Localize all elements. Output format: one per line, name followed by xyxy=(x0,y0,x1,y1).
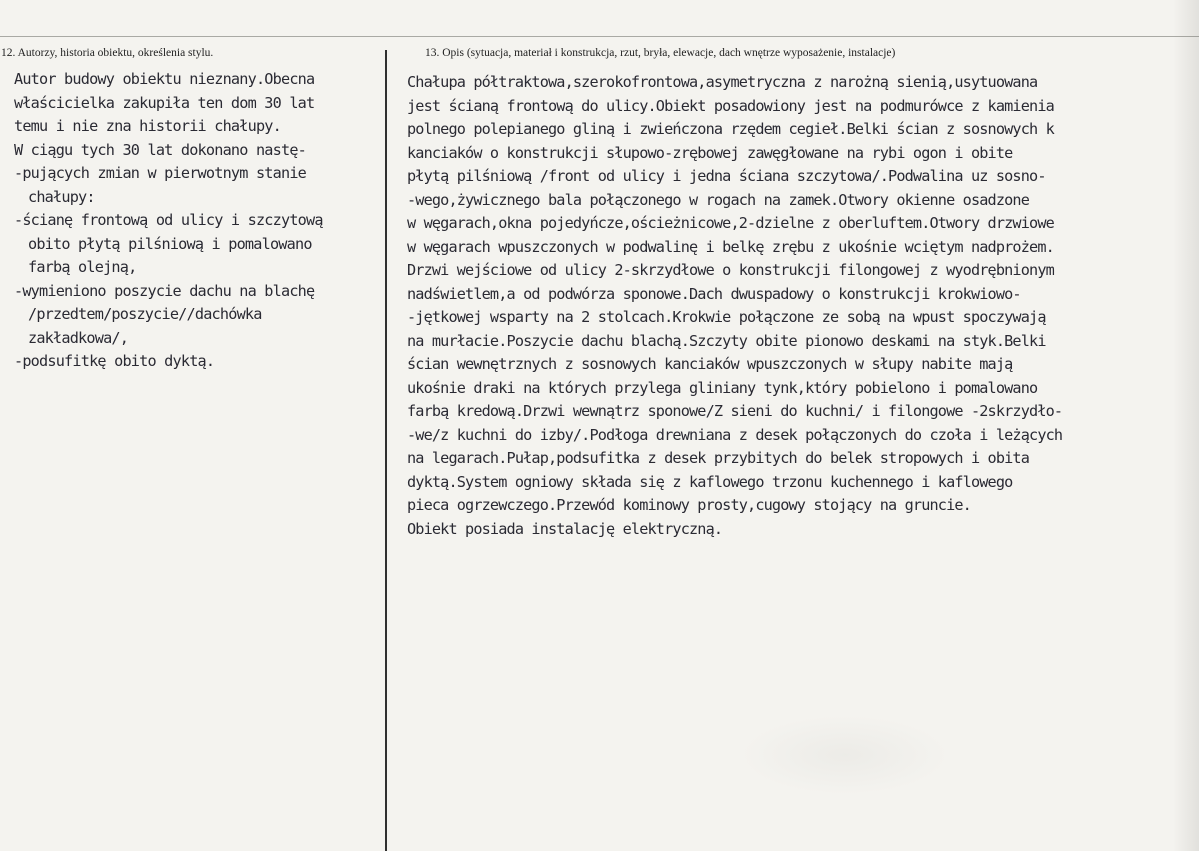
description-text-column xyxy=(407,71,1197,541)
top-rule xyxy=(0,36,1199,37)
text-line: W ciągu tych 30 lat dokonano nastę- xyxy=(14,140,307,159)
text-line: w węgarach wpuszczonych w podwalinę i belkę zrębu z ukośnie wciętym nadprożem. xyxy=(407,237,1054,256)
text-line: pieca ogrzewczego.Przewód kominowy prosty,cugowy stojący na gruncie. xyxy=(407,496,971,514)
text-line: -we/z kuchni do izby/.Podłoga drewniana z desek połączonych do czoła i leżących xyxy=(407,425,1063,444)
section-12-heading: 12. Autorzy, historia obiektu, określenia stylu. xyxy=(1,47,214,59)
text-line: Obiekt posiada instalację elektryczną. xyxy=(407,519,723,538)
text-line: Autor budowy obiektu nieznany.Obecna xyxy=(14,70,315,88)
text-line: na legarach.Pułap,podsufitka z desek przybitych do belek stropowych i obita xyxy=(407,449,1030,467)
text-line: /przedtem/poszycie//dachówka xyxy=(28,305,262,323)
paper-smudge xyxy=(740,715,950,795)
text-line: jest ścianą frontową do ulicy.Obiekt posadowiony jest na podmurówce z kamienia xyxy=(407,96,1054,115)
text-line: nadświetlem,a od podwórza sponowe.Dach dwuspadowy o konstrukcji krokwiowo- xyxy=(407,284,1021,303)
text-line: właścicielka zakupiła ten dom 30 lat xyxy=(14,93,315,112)
text-line: -pujących zmian w pierwotnym stanie xyxy=(14,164,307,182)
text-line: płytą pilśniową /front od ulicy i jedna ściana szczytowa/.Podwalina uz sosno- xyxy=(407,167,1046,185)
text-line: kanciaków o konstrukcji słupowo-zrębowej zawęgłowane na rybi ogon i obite xyxy=(407,143,1013,162)
text-line: -wymieniono poszycie dachu na blachę xyxy=(14,281,315,300)
text-line: Drzwi wejściowe od ulicy 2-skrzydłowe o konstrukcji filongowej z wyodrębnionym xyxy=(407,261,1054,279)
text-line: polnego polepianego gliną i zwieńczona rzędem cegieł.Belki ścian z sosnowych k xyxy=(407,120,1054,138)
text-line: -ścianę frontową od ulicy i szczytową xyxy=(14,211,323,229)
text-line: w węgarach,okna pojedyńcze,ościeżnicowe,2-dzielne z oberluftem.Otwory drzwiowe xyxy=(407,214,1054,232)
text-line: -wego,żywicznego bala połączonego w rogach na zamek.Otwory okienne osadzone xyxy=(407,190,1030,209)
text-line: ukośnie draki na których przylega gliniany tynk,który pobielono i pomalowano xyxy=(407,378,1038,397)
text-line: dyktą.System ogniowy składa się z kaflowego trzonu kuchennego i kaflowego xyxy=(407,472,1013,491)
text-line: na murłacie.Poszycie dachu blachą.Szczyty obite pionowo deskami na styk.Belki xyxy=(407,331,1046,350)
text-line: obito płytą pilśniową i pomalowano xyxy=(28,234,312,253)
text-line: zakładkowa/, xyxy=(28,328,129,347)
section-13-heading: 13. Opis (sytuacja, materiał i konstrukcja, rzut, bryła, elewacje, dach wnętrze wyposażenie, instalacje) xyxy=(425,47,896,59)
text-line: -jętkowej wsparty na 2 stolcach.Krokwie połączone ze sobą na wpust spoczywają xyxy=(407,308,1046,326)
text-line: Chałupa półtraktowa,szerokofrontowa,asymetryczna z narożną sienią,usytuowana xyxy=(407,73,1038,91)
text-line: farbą olejną, xyxy=(28,258,137,276)
history-text-column xyxy=(14,68,384,374)
text-line: ścian wewnętrznych z sosnowych kanciaków wpuszczonych w słupy nabite mają xyxy=(407,355,1013,373)
text-line: temu i nie zna historii chałupy. xyxy=(14,117,281,135)
column-divider xyxy=(385,50,387,851)
text-line: farbą kredową.Drzwi wewnątrz sponowe/Z sieni do kuchni/ i filongowe -2skrzydło- xyxy=(407,402,1063,420)
text-line: -podsufitkę obito dyktą. xyxy=(14,352,215,370)
text-line: chałupy: xyxy=(28,187,95,206)
